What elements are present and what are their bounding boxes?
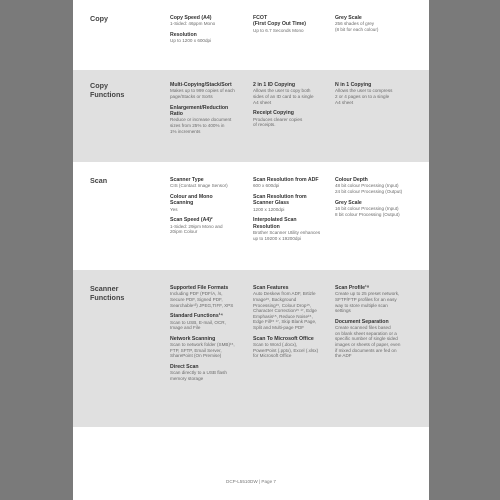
column-1: [170, 177, 248, 240]
spec-text: Create up to 25 preset network, SFTP/FTP profiles for an easy way to store multiple scan settings: [335, 291, 400, 314]
section-scanner-functions: [73, 270, 429, 427]
spec-heading: Grey Scale: [335, 15, 362, 21]
section-scan: [73, 162, 429, 270]
section-title: Copy: [90, 14, 108, 23]
spec-heading: Scan Profile¹⁸: [335, 285, 370, 291]
spec-item: [253, 285, 331, 331]
column-2: [253, 15, 331, 38]
spec-text: 600 x 600dpi: [253, 183, 280, 189]
spec-text: Reduce or increase document sizes from 25% to 400% in 1% increments: [170, 117, 232, 134]
spec-heading: Interpolated Scan Resolution: [253, 217, 297, 230]
column-2: [253, 177, 331, 246]
page-footer: DCP-L5510DW | Page 7: [226, 479, 276, 484]
spec-item: [253, 336, 331, 359]
spec-item: [335, 285, 421, 314]
spec-text: Up to 1200 x 600dpi: [170, 38, 212, 44]
spec-item: [335, 200, 421, 218]
spec-heading: Grey Scale: [335, 199, 362, 206]
spec-heading: Supported File Formats: [170, 285, 229, 291]
spec-heading: Colour and Mono Scanning: [170, 194, 213, 207]
spec-item: [253, 15, 331, 33]
spec-text: Create scanned files based on blank sheet separation or a specific number of single sided images or sheets of paper, even if mixed documents are fed on the ADF: [335, 325, 401, 359]
spec-heading: Scan Features: [253, 285, 289, 291]
section-copy: [73, 0, 429, 70]
spec-text: 16 bit colour Processing (Input) 8 bit colour Processing (Output): [335, 206, 400, 217]
column-1: [170, 15, 248, 49]
spec-heading: Direct Scan: [170, 363, 199, 370]
spec-item: [335, 82, 413, 105]
document-page: [73, 0, 429, 500]
spec-text: 256 shades of grey (8 bit for each colour): [335, 21, 379, 32]
spec-text: Auto Deskew from ADF, Brtizle Image¹⁵, Background Processing¹⁵, Colour Drop¹⁵, Character Correction¹⁵ ¹⁷, Edge Emphasis¹⁵, Reduce Noise¹⁵, Edge Fill¹⁵ ¹⁷, Skip Blank Page, Split and Multi-page PDF: [253, 291, 317, 330]
spec-text: Scan directly to a USB flash memory storage: [170, 370, 227, 381]
spec-item: [335, 319, 421, 359]
spec-heading: Scan Resolution from Scanner Glass: [253, 194, 307, 207]
spec-heading: Receipt Copying: [253, 110, 294, 117]
spec-heading: Multi-Copying/Stack/Sort: [170, 82, 232, 88]
spec-item: [170, 217, 248, 235]
spec-item: [253, 82, 331, 105]
spec-item: [253, 177, 331, 189]
spec-item: [335, 15, 413, 33]
spec-text: 1200 x 1200dpi: [253, 206, 285, 212]
column-3: [335, 82, 413, 110]
spec-heading: Scan Speed (A4)²: [170, 217, 213, 224]
spec-item: [170, 177, 248, 189]
column-3: [335, 285, 421, 364]
spec-item: [170, 15, 248, 27]
spec-heading: Network Scanning: [170, 335, 216, 342]
spec-item: [170, 194, 248, 212]
spec-text: Brother Scanner Utility enhances up to 19200 x 19200dpi: [253, 230, 321, 241]
spec-heading: Document Separation: [335, 318, 389, 325]
spec-text: 1-Sided: 46ppm Mono: [170, 21, 216, 27]
spec-text: Yes: [170, 206, 178, 212]
spec-item: [335, 177, 421, 195]
section-title: Scan: [90, 176, 108, 185]
column-2: [253, 285, 331, 364]
spec-heading: 2 in 1 ID Copying: [253, 82, 296, 88]
section-title: Scanner Functions: [90, 284, 125, 302]
spec-text: Allows the user to compress 2 or 4 pages on to a single A4 sheet: [335, 88, 393, 105]
column-2: [253, 82, 331, 133]
spec-heading: Scanner Type: [170, 177, 204, 183]
column-1: [170, 82, 248, 139]
spec-heading: Colour Depth: [335, 177, 368, 183]
spec-heading: FCOT (First Copy Out Time): [253, 15, 306, 28]
spec-text: 48 bit colour Processing (Input) 24 bit colour Processing (Output): [335, 183, 403, 194]
spec-heading: Standard Functions¹⁴: [170, 313, 223, 320]
spec-text: Scan to network folder (SMB)¹⁵, FTP, SFTP, Email Server, SharePoint (On Premise): [170, 342, 235, 359]
spec-text: 1-Sided: 29ipm Mono and 20ipm Colour: [170, 223, 223, 235]
spec-text: CIS (Contact Image Sensor): [170, 183, 228, 189]
spec-item: [170, 32, 248, 44]
spec-item: [170, 105, 248, 135]
spec-heading: Scan Resolution from ADF: [253, 177, 319, 183]
spec-heading: Scan To Microsoft Office: [253, 335, 314, 342]
spec-text: Scan to Word (.docx), PowerPoint (.pptx), Excel (.xlsx) for Microsoft Office: [253, 341, 319, 359]
spec-item: [253, 217, 331, 241]
spec-item: [170, 313, 248, 331]
spec-item: [253, 110, 331, 128]
spec-item: [253, 194, 331, 212]
column-1: [170, 285, 248, 387]
spec-item: [170, 336, 248, 359]
spec-heading: N in 1 Copying: [335, 82, 372, 88]
spec-text: Produces clearer copies of receipts.: [253, 116, 303, 128]
spec-heading: Resolution: [170, 32, 197, 38]
spec-heading: Copy Speed (A4): [170, 15, 212, 21]
section-title: Copy Functions: [90, 81, 125, 99]
spec-item: [170, 285, 248, 308]
spec-text: Makes up to 999 copies of each page/Stacks or Sorts: [170, 88, 235, 99]
column-3: [335, 177, 421, 222]
spec-heading: Enlargement/Reduction Ratio: [170, 104, 229, 117]
section-copy-functions: [73, 70, 429, 162]
spec-text: Allows the user to copy both sides of an ID card to a single A4 sheet: [253, 88, 314, 105]
spec-item: [170, 364, 248, 382]
spec-text: Up to 6.7 Seconds Mono: [253, 27, 304, 33]
column-3: [335, 15, 413, 38]
spec-text: Scan to USB, E-mail, OCR, Image and File: [170, 319, 226, 331]
spec-item: [170, 82, 248, 100]
spec-text: Including PDF (PDF/A, /s, Secure PDF, Signed PDF, Searchable¹³) JPEG,TIFF, XPS: [170, 291, 234, 308]
